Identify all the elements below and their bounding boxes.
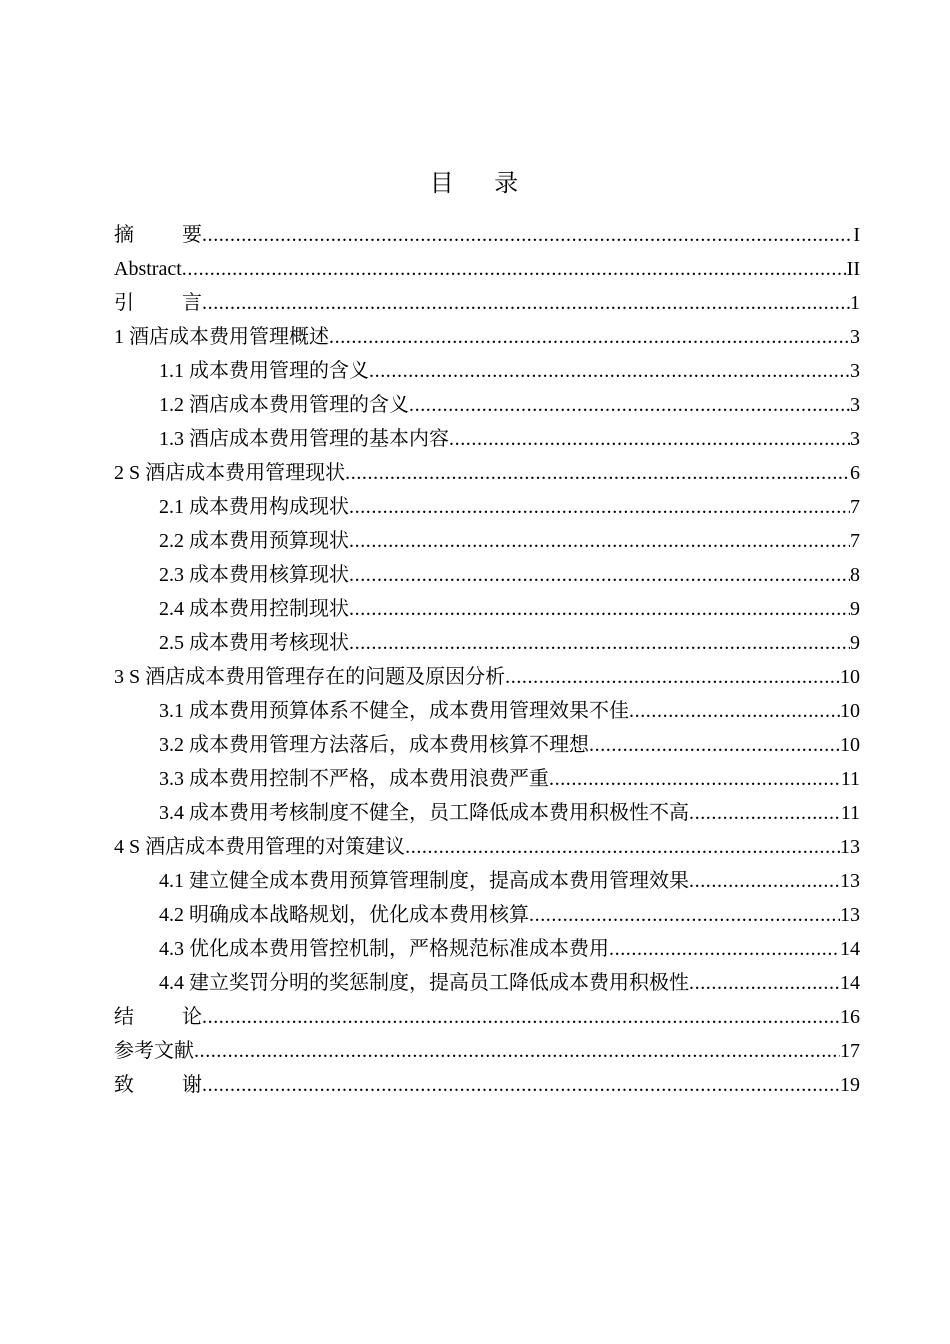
toc-entry-char: 要: [182, 224, 202, 246]
dot-leader: [349, 490, 850, 524]
toc-entry-label: 参考文献: [114, 1040, 194, 1062]
toc-entry[interactable]: [114, 626, 860, 660]
toc-entry-label: 4 S 酒店成本费用管理的对策建议: [114, 836, 406, 858]
toc-entry-char: 致: [114, 1074, 134, 1096]
toc-entry-label: 1.3 酒店成本费用管理的基本内容: [159, 428, 449, 450]
toc-entry[interactable]: [114, 762, 860, 796]
dot-leader: [629, 694, 840, 728]
toc-entry-page-number: 13: [840, 870, 860, 892]
dot-leader: [345, 456, 850, 490]
toc-entry-page-number: 3: [850, 360, 860, 382]
toc-entry-page-number: 9: [850, 598, 860, 620]
dot-leader: [409, 388, 850, 422]
toc-entry[interactable]: [114, 932, 860, 966]
toc-entry-page-number: 3: [850, 428, 860, 450]
toc-entry-label: [114, 218, 202, 252]
dot-leader: [349, 592, 850, 626]
toc-entry[interactable]: [114, 898, 860, 932]
toc-entry[interactable]: [114, 456, 860, 490]
toc-entry-page-number: 10: [840, 734, 860, 756]
toc-entry[interactable]: [114, 1068, 860, 1102]
dot-leader: [369, 354, 850, 388]
toc-entry-label: 2.1 成本费用构成现状: [159, 496, 349, 518]
toc-entry[interactable]: [114, 354, 860, 388]
toc-entry[interactable]: [114, 728, 860, 762]
toc-entry[interactable]: [114, 320, 860, 354]
toc-entry-label: 2.5 成本费用考核现状: [159, 632, 349, 654]
dot-leader: [405, 830, 840, 864]
toc-entry-label: 2.4 成本费用控制现状: [159, 598, 349, 620]
dot-leader: [689, 796, 841, 830]
toc-entry-label: 4.2 明确成本战略规划，优化成本费用核算: [159, 904, 529, 926]
toc-entry-label: 1.1 成本费用管理的含义: [159, 360, 369, 382]
toc-entry-label: [114, 286, 202, 320]
dot-leader: [529, 898, 840, 932]
toc-entry-label: 3 S 酒店成本费用管理存在的问题及原因分析: [114, 666, 506, 688]
toc-entry-page-number: 13: [840, 904, 860, 926]
toc-entry-char: 摘: [114, 224, 134, 246]
toc-entry-label: 4.1 建立健全成本费用预算管理制度，提高成本费用管理效果: [159, 870, 689, 892]
dot-leader: [349, 558, 850, 592]
toc-entry-label: Abstract: [114, 258, 182, 280]
toc-entry[interactable]: [114, 796, 860, 830]
dot-leader: [689, 966, 840, 1000]
toc-entry-page-number: 7: [850, 530, 860, 552]
toc-entry-page-number: 3: [850, 326, 860, 348]
dot-leader: [202, 1000, 840, 1034]
dot-leader: [194, 1034, 840, 1068]
dot-leader: [505, 660, 840, 694]
dot-leader: [449, 422, 850, 456]
toc-entry-page-number: 11: [840, 768, 860, 790]
toc-entry-char: 结: [114, 1006, 134, 1028]
toc-entry-label: 2.2 成本费用预算现状: [159, 530, 349, 552]
toc-entry[interactable]: [114, 524, 860, 558]
toc-entry-page-number: 16: [840, 1006, 860, 1028]
toc-entry-label: 4.4 建立奖罚分明的奖惩制度，提高员工降低成本费用积极性: [159, 972, 689, 994]
toc-entry-page-number: 10: [840, 700, 860, 722]
toc-entry[interactable]: [114, 252, 860, 286]
toc-entry-page-number: 11: [840, 802, 860, 824]
toc-entry-char: 谢: [182, 1074, 202, 1096]
toc-entry[interactable]: [114, 592, 860, 626]
toc-entry[interactable]: [114, 830, 860, 864]
dot-leader: [182, 252, 847, 286]
toc-entry-page-number: 7: [850, 496, 860, 518]
toc-entry[interactable]: [114, 558, 860, 592]
toc-entry-page-number: 9: [850, 632, 860, 654]
dot-leader: [349, 626, 850, 660]
toc-entry-char: 言: [182, 292, 202, 314]
toc-entry-label: 2 S 酒店成本费用管理现状: [114, 462, 346, 484]
page-title: 目 录: [429, 169, 521, 197]
dot-leader: [689, 864, 840, 898]
toc-entry[interactable]: [114, 966, 860, 1000]
toc-entry-label: 3.1 成本费用预算体系不健全，成本费用管理效果不佳: [159, 700, 629, 722]
toc-entry-page-number: 10: [840, 666, 860, 688]
toc-entry[interactable]: [114, 1000, 860, 1034]
toc-entry[interactable]: [114, 218, 860, 252]
dot-leader: [589, 728, 840, 762]
toc-entry-page-number: 14: [840, 938, 860, 960]
dot-leader: [549, 762, 841, 796]
dot-leader: [202, 218, 853, 252]
toc-entry-page-number: 17: [840, 1040, 860, 1062]
toc-entry-page-number: II: [846, 258, 860, 280]
toc-entry[interactable]: [114, 388, 860, 422]
toc-entry-label: 4.3 优化成本费用管控机制，严格规范标准成本费用: [159, 938, 609, 960]
table-of-contents: [114, 218, 860, 1102]
toc-entry-char: 论: [182, 1006, 202, 1028]
toc-entry-page-number: 3: [850, 394, 860, 416]
toc-entry-label: 3.2 成本费用管理方法落后，成本费用核算不理想: [159, 734, 589, 756]
toc-entry-label: 1 酒店成本费用管理概述: [114, 326, 329, 348]
toc-entry-page-number: 13: [840, 836, 860, 858]
toc-entry-page-number: I: [853, 224, 860, 246]
dot-leader: [202, 1068, 840, 1102]
toc-entry[interactable]: [114, 1034, 860, 1068]
toc-entry-label: [114, 1068, 202, 1102]
toc-entry-page-number: 14: [840, 972, 860, 994]
dot-leader: [609, 932, 840, 966]
toc-entry-page-number: 8: [850, 564, 860, 586]
toc-entry-page-number: 6: [850, 462, 860, 484]
toc-entry[interactable]: [114, 864, 860, 898]
toc-entry-page-number: 1: [850, 292, 860, 314]
toc-entry-label: [114, 1000, 202, 1034]
dot-leader: [349, 524, 850, 558]
toc-entry-label: 3.4 成本费用考核制度不健全，员工降低成本费用积极性不高: [159, 802, 689, 824]
toc-entry[interactable]: [114, 694, 860, 728]
toc-entry-label: 3.3 成本费用控制不严格，成本费用浪费严重: [159, 768, 549, 790]
toc-entry-label: 2.3 成本费用核算现状: [159, 564, 349, 586]
toc-entry[interactable]: [114, 286, 860, 320]
toc-entry-page-number: 19: [840, 1074, 860, 1096]
toc-entry[interactable]: [114, 660, 860, 694]
toc-entry[interactable]: [114, 490, 860, 524]
toc-entry-char: 引: [114, 292, 134, 314]
dot-leader: [329, 320, 850, 354]
toc-entry[interactable]: [114, 422, 860, 456]
toc-entry-label: 1.2 酒店成本费用管理的含义: [159, 394, 409, 416]
dot-leader: [202, 286, 850, 320]
